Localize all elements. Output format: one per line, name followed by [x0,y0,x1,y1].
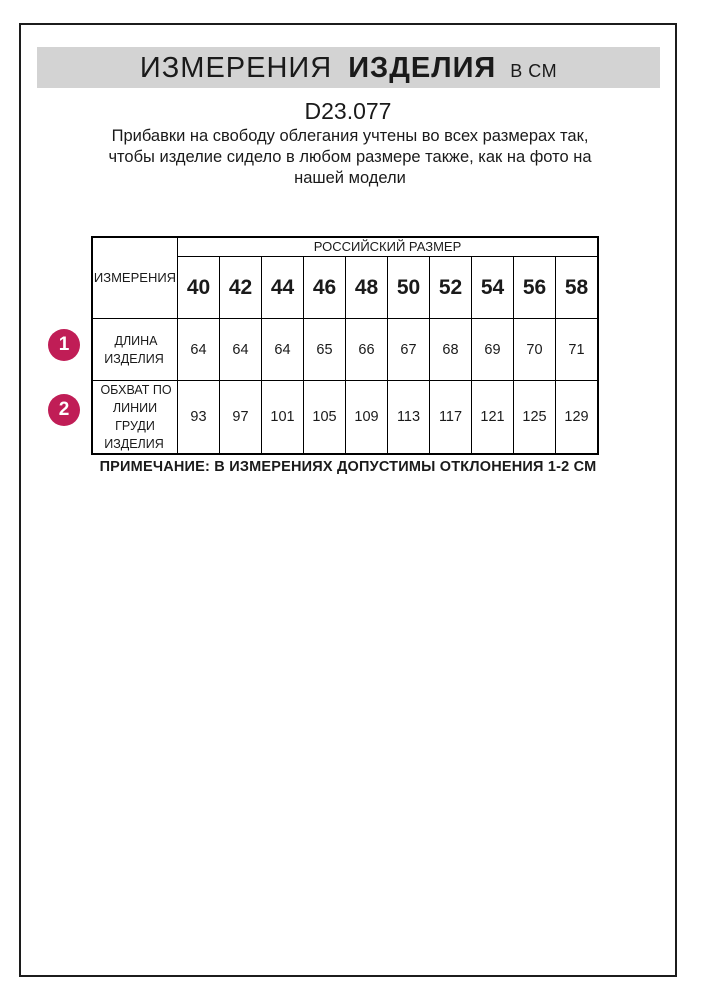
size-col-header [472,257,514,319]
size-group-header-cell [178,237,599,257]
page-title: ИЗМЕРЕНИЯ [139,52,333,84]
value: 68 [442,341,459,358]
measurement-value [514,319,556,381]
value: 125 [522,409,547,425]
size-label: 40 [186,275,211,299]
description-text: Прибавки на свободу облегания учтены во всех размерах так, чтобы изделие сидело в любом размере также, как на фото на нашей модели [108,127,592,187]
measurement-value [262,319,304,381]
article-code: D23.077 [304,98,392,124]
size-col-header [556,257,599,319]
measurement-value [262,381,304,455]
measurement-value [388,381,430,455]
row-label-cell [92,319,178,381]
value: 64 [232,341,249,358]
table-row-length [92,319,598,381]
value: 101 [270,409,295,425]
measurements-header-cell [92,237,178,319]
value: 117 [438,409,463,425]
value: 105 [312,409,337,425]
measurement-value [220,319,262,381]
title-units: В СМ [510,61,558,81]
title-band [37,47,660,88]
measurement-value [346,381,388,455]
page-title-emphasis: ИЗДЕЛИЯ [348,52,497,84]
measurement-value [346,319,388,381]
size-label: 48 [354,275,379,299]
value: 65 [316,341,333,358]
measurement-value [430,381,472,455]
table-row-chest [92,381,598,455]
size-label: 56 [522,275,547,299]
value: 66 [358,341,375,358]
value: 93 [190,409,207,425]
size-col-header [304,257,346,319]
measurement-value [178,381,220,455]
measurement-value [472,381,514,455]
size-label: 44 [270,275,295,299]
value: 113 [396,409,421,425]
size-label: 46 [312,275,337,299]
value: 71 [568,341,585,358]
row-marker-2: 2 [48,394,80,426]
size-group-header-label: РОССИЙСКИЙ РАЗМЕР [313,239,462,254]
document-page [19,23,677,977]
measurement-value [178,319,220,381]
measurement-value [430,319,472,381]
measurements-header-label: ИЗМЕРЕНИЯ [93,270,177,285]
value: 97 [232,409,249,425]
size-label: 58 [564,275,589,299]
size-col-header [178,257,220,319]
size-col-header [220,257,262,319]
size-label: 50 [396,275,421,299]
size-col-header [430,257,472,319]
value: 67 [400,341,417,358]
row-label-cell [92,381,178,455]
value: 121 [480,409,505,425]
size-label: 52 [438,275,463,299]
size-col-header [346,257,388,319]
row-marker-1: 1 [48,329,80,361]
measurement-value [514,381,556,455]
size-label: 54 [480,275,505,299]
value: 109 [354,409,379,425]
measurement-value [220,381,262,455]
value: 64 [190,341,207,358]
row-label: ДЛИНА ИЗДЕЛИЯ [104,333,164,366]
value: 64 [274,341,291,358]
measurement-value [388,319,430,381]
size-col-header [262,257,304,319]
row-label: ОБХВАТ ПО ЛИНИИ ГРУДИ ИЗДЕЛИЯ [100,383,172,451]
size-col-header [388,257,430,319]
value: 69 [484,341,501,358]
size-col-header [514,257,556,319]
measurement-value [304,319,346,381]
value: 129 [564,409,589,425]
measurement-value [556,319,599,381]
value: 70 [526,341,543,358]
note-text: ПРИМЕЧАНИЕ: В ИЗМЕРЕНИЯХ ДОПУСТИМЫ ОТКЛОНЕНИЯ 1-2 СМ [99,459,597,475]
measurement-value [472,319,514,381]
measurement-value [556,381,599,455]
size-table [91,236,599,455]
measurement-value [304,381,346,455]
size-label: 42 [228,275,253,299]
